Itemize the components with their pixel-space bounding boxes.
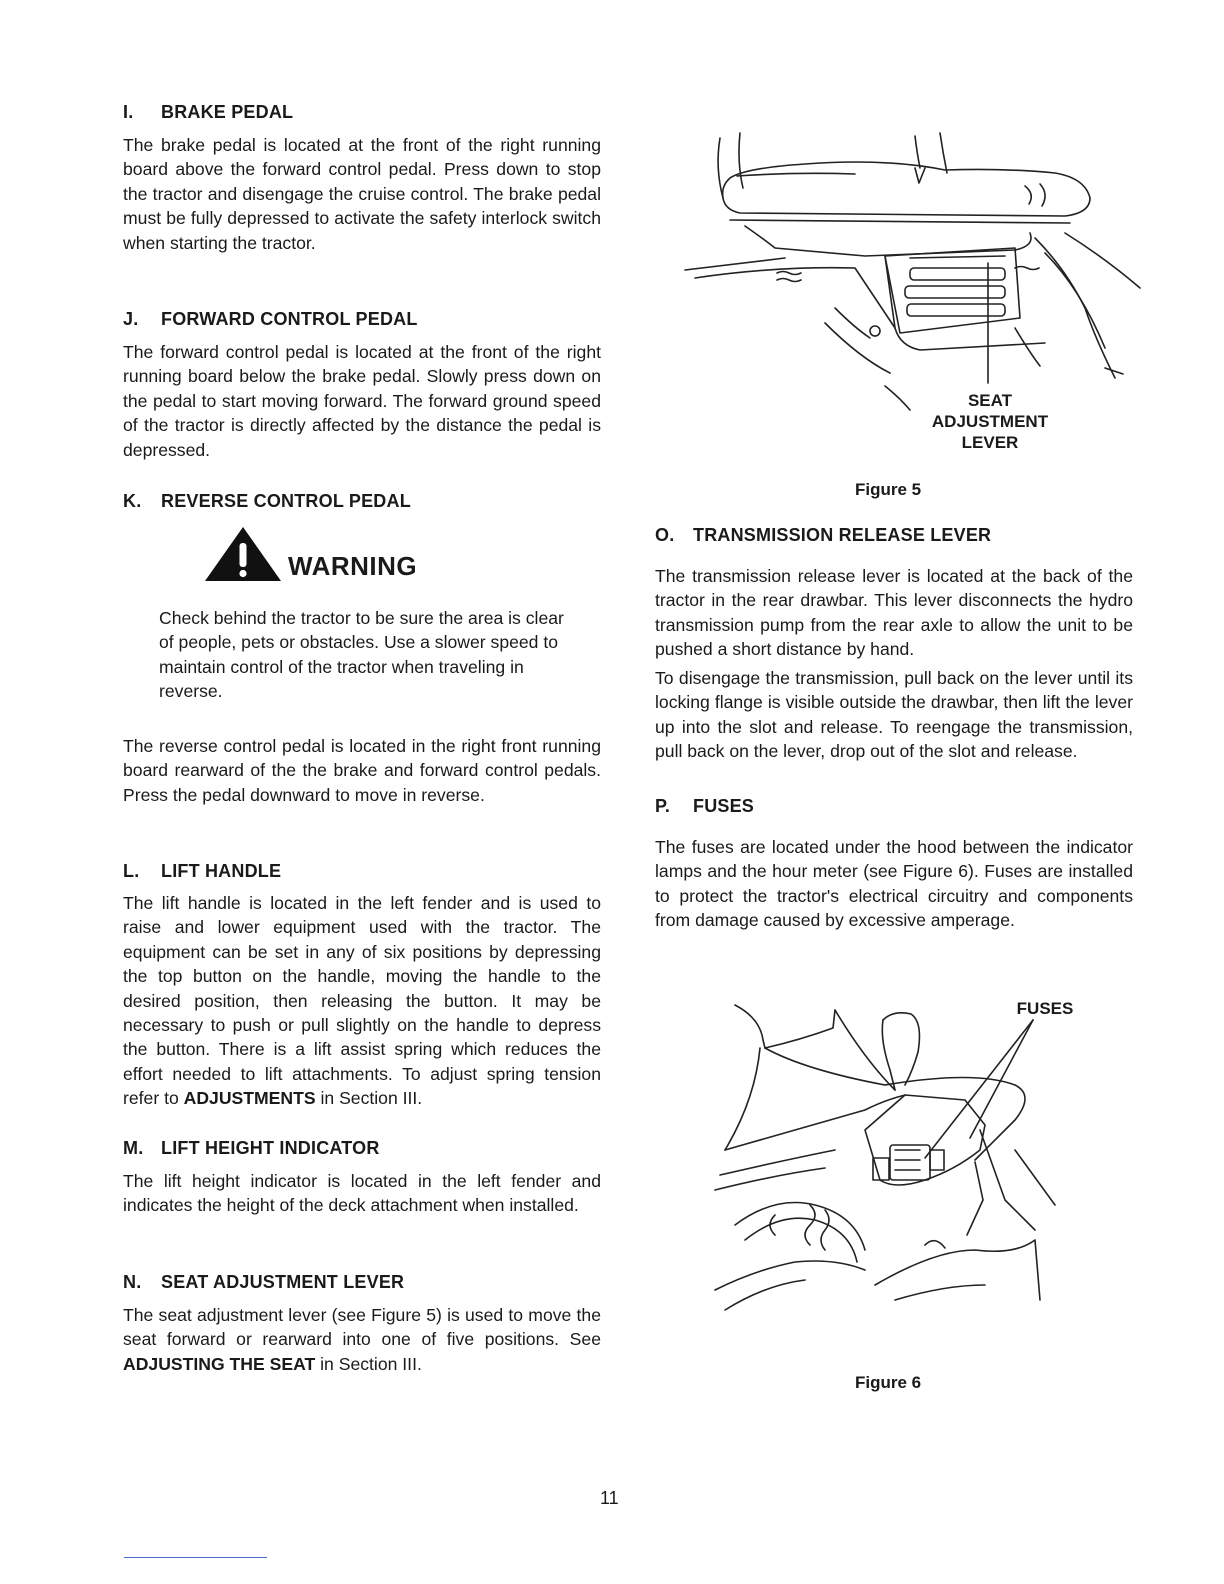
figure-5-label: SEAT ADJUSTMENT LEVER [931, 391, 1049, 452]
section-k-body: The reverse control pedal is located in the right front running board rearward of the the brake and forward control pedals. Press the pedal downward to move in reverse. [123, 736, 601, 805]
footer-rule [124, 1557, 267, 1558]
figure-6-fuse-illustration [715, 1000, 1075, 1340]
page-number: 11 [600, 1488, 619, 1508]
section-o-heading: O. TRANSMISSION RELEASE LEVER [655, 525, 992, 545]
figure-5-seat-illustration [685, 128, 1145, 428]
warning-triangle-icon [203, 525, 283, 585]
section-j-heading: J. FORWARD CONTROL PEDAL [123, 309, 418, 329]
section-o-body-2: To disengage the transmission, pull back on the lever until its locking flange is visible outside the drawbar, then lift the lever up into the slot and release. To reengage the transmission, pull back on the lever, drop out of the slot and release. [655, 668, 1133, 762]
section-n-heading: N. SEAT ADJUSTMENT LEVER [123, 1272, 405, 1292]
warning-body: Check behind the tractor to be sure the area is clear of people, pets or obstacles. Use a slower speed to maintain control of the tractor when traveling in reverse. [159, 608, 564, 702]
figure-5-caption: Figure 5 [855, 480, 922, 499]
section-m-body: The lift height indicator is located in the left fender and indicates the height of the deck attachment when installed. [123, 1171, 601, 1216]
section-o-body-1: The transmission release lever is located at the back of the tractor in the rear drawbar. This lever disconnects the hydro transmission pump from the rear axle to allow the unit to be pushed a short distance by hand. [655, 566, 1133, 660]
warning-block [203, 525, 543, 585]
section-k-heading: K. REVERSE CONTROL PEDAL [123, 491, 411, 511]
section-p-heading: P. FUSES [655, 796, 755, 816]
section-l-body: The lift handle is located in the left fender and is used to raise and lower equipment used with the tractor. The equipment can be set in any of six positions by depressing the top button on the handle, moving the handle to the desired position, then releasing the button. It may be necessary to push or pull slightly on the handle to depress the button. There is a lift assist spring which reduces the effort needed to lift attachments. To adjust spring tension refer to ADJUSTMENTS in Section III. [123, 893, 601, 1109]
section-m-heading: M. LIFT HEIGHT INDICATOR [123, 1138, 380, 1158]
warning-title: WARNING [288, 551, 418, 581]
section-n-body: The seat adjustment lever (see Figure 5) is used to move the seat forward or rearward into one of five positions. See ADJUSTING THE SEAT in Section III. [123, 1305, 601, 1374]
section-i-body: The brake pedal is located at the front of the right running board above the forward control pedal. Press down to stop the tractor and disengage the cruise control. The brake pedal must be fully depressed to activate the safety interlock switch when starting the tractor. [123, 135, 601, 253]
figure-6-caption: Figure 6 [855, 1373, 922, 1392]
figure-6-label: FUSES [1016, 999, 1074, 1018]
section-j-body: The forward control pedal is located at the front of the right running board below the brake pedal. Slowly press down on the pedal to start moving forward. The forward ground speed of the tractor is directly affected by the distance the pedal is depressed. [123, 342, 601, 460]
section-p-body: The fuses are located under the hood between the indicator lamps and the hour meter (see Figure 6). Fuses are installed to protect the tractor's electrical circuitry and components from damage caused by excessive amperage. [655, 837, 1133, 931]
section-i-heading: I. BRAKE PEDAL [123, 102, 294, 122]
section-l-heading: L. LIFT HANDLE [123, 861, 282, 881]
